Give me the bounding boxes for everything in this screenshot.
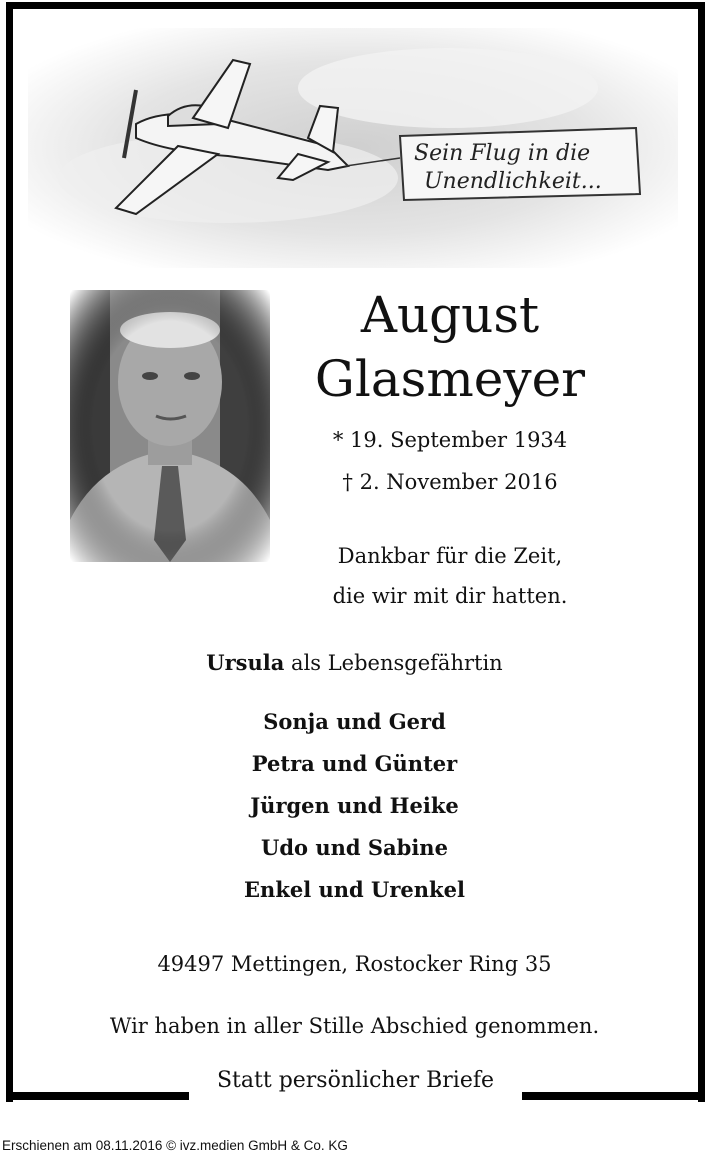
- banner-text-line2: Unendlichkeit...: [424, 169, 602, 194]
- death-date: † 2. November 2016: [342, 470, 558, 494]
- frame-bottom-right: [522, 1092, 699, 1100]
- banner-text-line1: Sein Flug in die: [414, 141, 591, 166]
- airplane-illustration: [28, 28, 678, 268]
- birth-date: * 19. September 1934: [332, 428, 568, 452]
- first-name: August: [360, 286, 540, 344]
- family-member: Enkel und Urenkel: [244, 877, 465, 902]
- portrait-photo: [70, 290, 270, 562]
- partner-name: Ursula: [206, 650, 285, 675]
- partner-line: [0, 650, 709, 675]
- publication-credit: Erschienen am 08.11.2016 © ivz.medien GmbH & Co. KG: [2, 1138, 348, 1153]
- family-member: Sonja und Gerd: [263, 709, 446, 734]
- closing-text: Statt persönlicher Briefe: [216, 1068, 495, 1093]
- quote-line-1: Dankbar für die Zeit,: [337, 544, 563, 568]
- family-member: Udo und Sabine: [261, 835, 448, 860]
- family-member: Petra und Günter: [251, 751, 458, 776]
- frame-bottom-left: [6, 1092, 189, 1100]
- quote-line-2: die wir mit dir hatten.: [332, 584, 568, 608]
- partner-relation: als Lebensgefährtin: [291, 651, 503, 675]
- last-name: Glasmeyer: [314, 350, 586, 408]
- family-member: Jürgen und Heike: [250, 793, 459, 818]
- farewell-text: Wir haben in aller Stille Abschied genommen.: [109, 1014, 600, 1038]
- svg-text:Sein Flug in die: [414, 141, 590, 166]
- svg-text:Unendlichkeit...: [424, 169, 602, 194]
- address: 49497 Mettingen, Rostocker Ring 35: [157, 952, 552, 976]
